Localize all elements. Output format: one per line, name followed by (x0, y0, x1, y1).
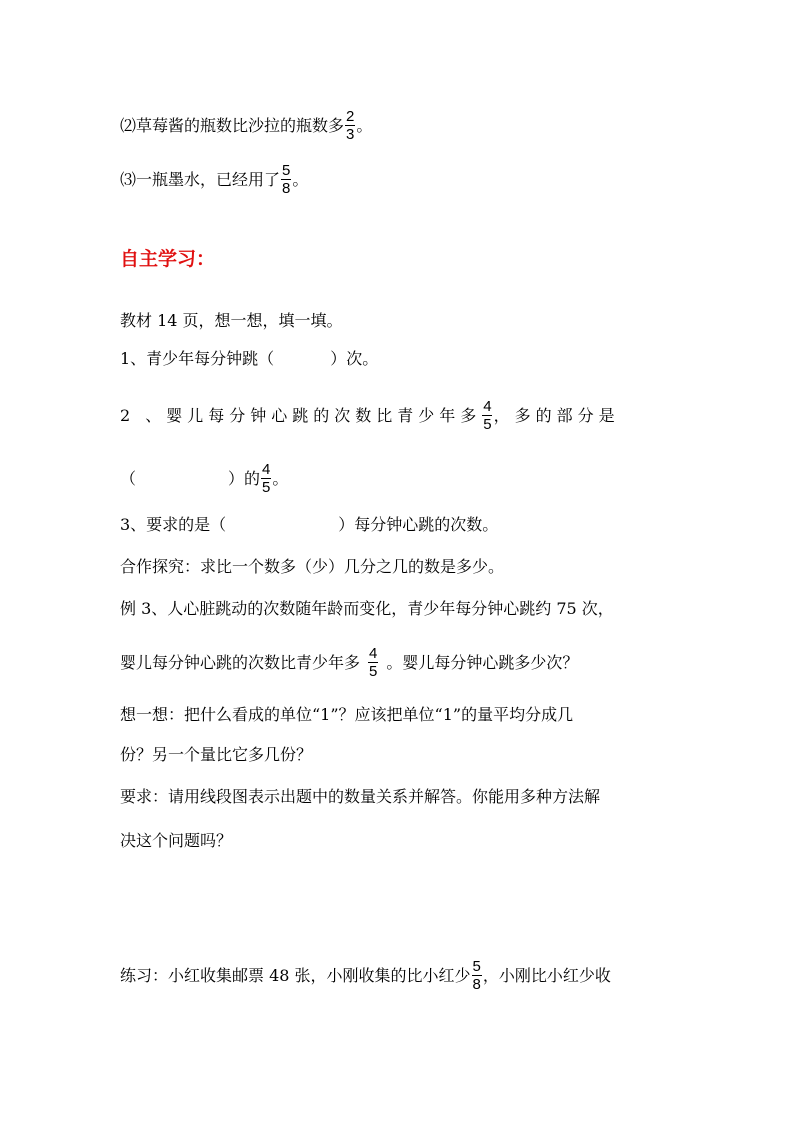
fraction-numerator: 4 (369, 645, 378, 662)
fill-question-1-start: 1、青少年每分钟跳（ (120, 349, 275, 368)
fraction-numerator: 4 (483, 398, 492, 415)
fraction-denominator: 5 (369, 663, 378, 680)
example-3-line2-start: 婴儿每分钟心跳的次数比青少年多 (120, 652, 361, 672)
fraction (482, 398, 492, 433)
example-3-line2-end: 。婴儿每分钟心跳多少次？ (386, 652, 579, 672)
textbook-intro: 教材 14 页，想一想，填一填。 (120, 311, 343, 330)
fraction-numerator: 2 (346, 108, 355, 125)
think-line1: 想一想：把什么看成的单位“1”？应该把单位“1”的量平均分成几 (120, 705, 574, 724)
fraction-numerator: 5 (472, 958, 481, 975)
practice-start: 练习：小红收集邮票 48 张，小刚收集的比小红少 (120, 965, 471, 985)
requirement-line2: 决这个问题吗？ (120, 831, 233, 850)
practice-end: ，小刚比小红少收 (482, 965, 611, 985)
question-3-text: ⑶一瓶墨水，已经用了 (120, 169, 281, 189)
section-heading: 自主学习： (120, 248, 216, 270)
example-3-line2 (120, 645, 578, 680)
fill-question-3 (120, 514, 498, 536)
think-line2: 份？另一个量比它多几份？ (120, 745, 313, 764)
practice-line (120, 958, 611, 993)
fill-question-2-line1 (120, 398, 620, 433)
fraction (281, 162, 291, 197)
fraction-denominator: 5 (483, 416, 492, 433)
fraction-denominator: 8 (472, 976, 481, 993)
question-2-text: ⑵草莓酱的瓶数比沙拉的瓶数多 (120, 115, 345, 135)
fill-question-2-mid: ，多的部分是 (493, 405, 620, 425)
fill-question-1-end: ）次。 (330, 349, 379, 368)
example-3-line1: 例 3、人心脏跳动的次数随年龄而变化，青少年每分钟心跳约 75 次， (120, 599, 614, 618)
fraction-numerator: 5 (282, 162, 291, 179)
fill-question-3-start: 3、要求的是（ (120, 515, 227, 534)
fraction (472, 958, 482, 993)
fraction (261, 461, 271, 496)
fill-question-2-start: 2 、婴儿每分钟心跳的次数比青少年多 (120, 405, 482, 425)
fill-question-1 (120, 348, 378, 370)
fill-question-3-end: ）每分钟心跳的次数。 (338, 515, 499, 534)
fraction-denominator: 5 (262, 479, 271, 496)
fraction (368, 645, 378, 680)
question-2-end: 。 (356, 115, 373, 135)
cooperative-inquiry: 合作探究：求比一个数多（少）几分之几的数是多少。 (120, 557, 505, 576)
fraction (345, 108, 355, 143)
fill-question-2-line2-end: 。 (272, 468, 289, 488)
fraction-denominator: 8 (282, 180, 291, 197)
fill-question-2-line2-mid: ）的 (228, 468, 261, 488)
fill-question-2-line2-start: （ (120, 468, 137, 488)
fraction-denominator: 3 (346, 126, 355, 143)
question-3-end: 。 (292, 169, 309, 189)
fraction-numerator: 4 (262, 461, 271, 478)
question-2-line (120, 108, 372, 143)
fill-question-2-line2 (120, 461, 288, 496)
question-3-line (120, 162, 308, 197)
requirement-line1: 要求：请用线段图表示出题中的数量关系并解答。你能用多种方法解 (120, 787, 601, 806)
